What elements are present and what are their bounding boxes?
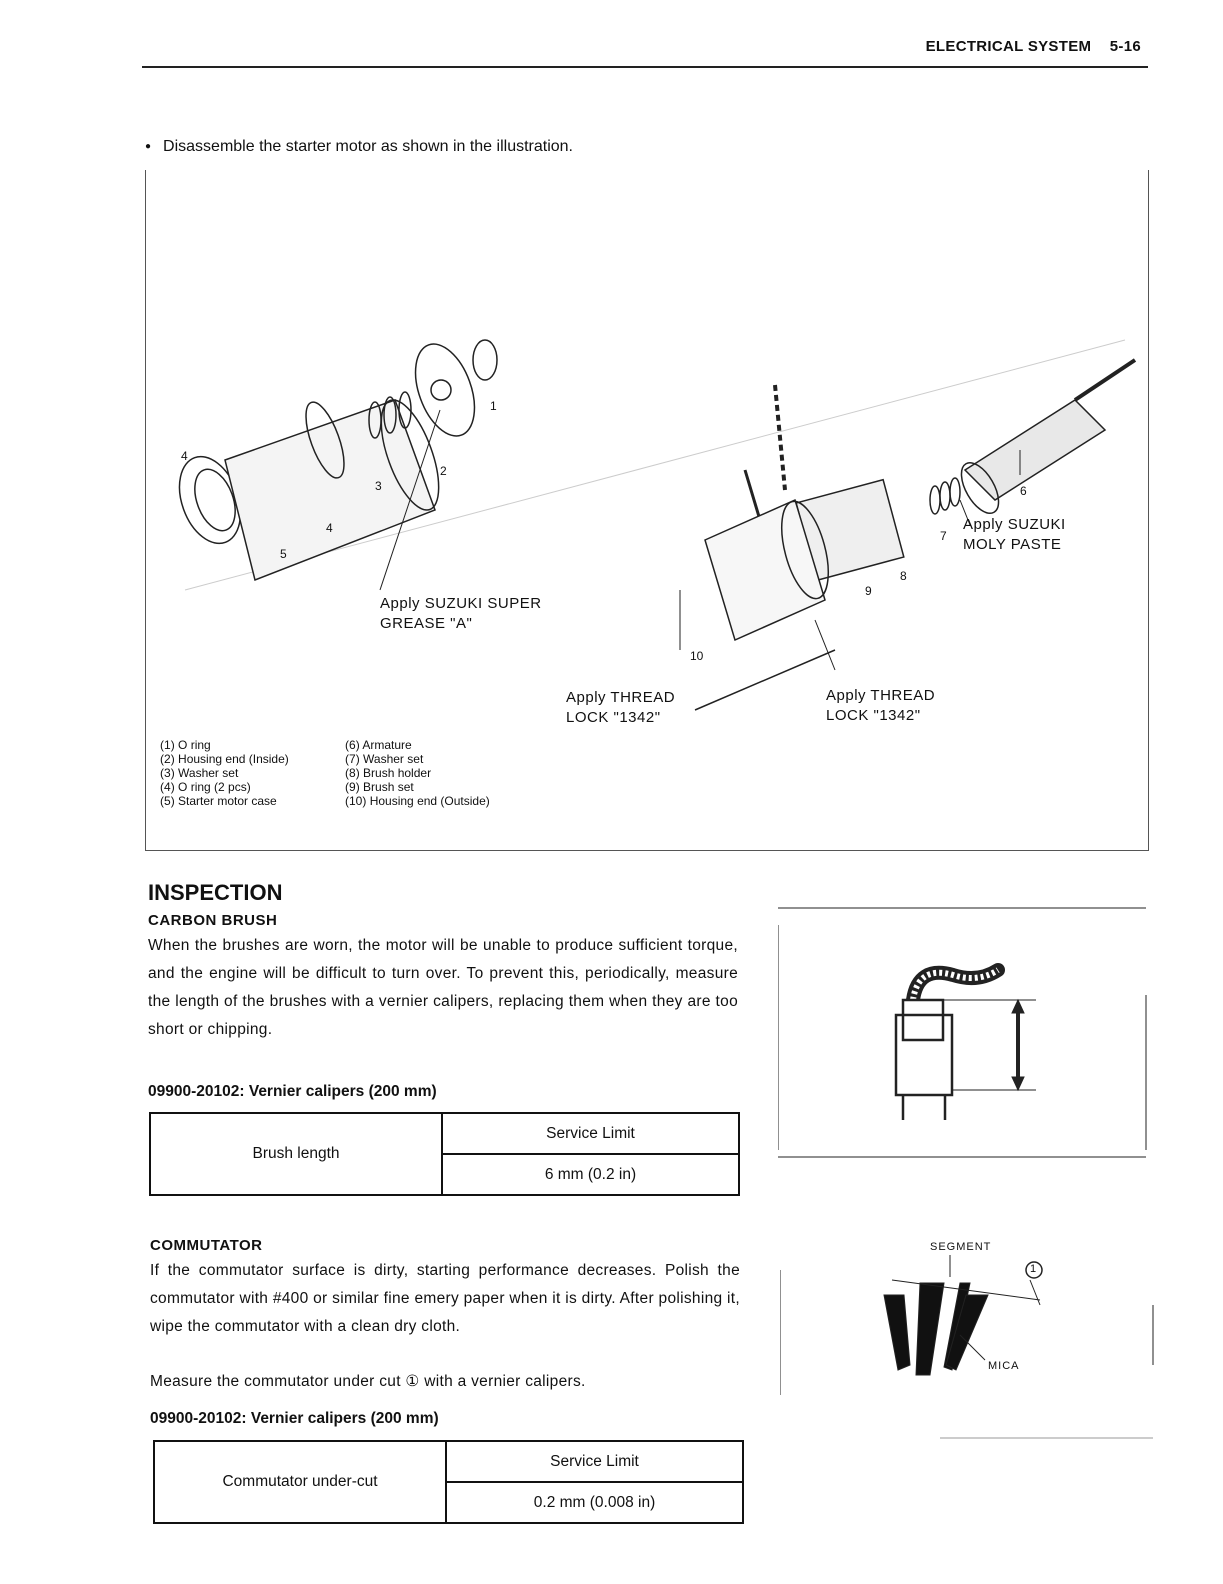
service-limit-header: Service Limit <box>442 1113 739 1154</box>
part-number-label: 4 <box>181 449 188 463</box>
legend-item: (4) O ring (2 pcs) <box>160 780 251 794</box>
legend-item: (6) Armature <box>345 738 412 752</box>
part-number-label: 9 <box>865 584 872 598</box>
part-number-label: 10 <box>690 649 704 663</box>
parts-legend-left <box>160 738 289 808</box>
commutator-undercut-limit: 0.2 mm (0.008 in) <box>446 1482 743 1523</box>
legend-item: (9) Brush set <box>345 780 414 794</box>
intro-bullet: ● Disassemble the starter motor as shown in the illustration. <box>145 138 573 156</box>
section-title: ELECTRICAL SYSTEM <box>925 38 1092 55</box>
callout-moly-paste: Apply SUZUKI MOLY PASTE <box>963 516 1066 553</box>
legend-item: (3) Washer set <box>160 766 239 780</box>
commutator-diagram <box>780 1225 1155 1440</box>
parts-legend-right <box>345 738 490 808</box>
commutator-undercut-label: Commutator under-cut <box>154 1441 446 1523</box>
mica-label: MICA <box>988 1360 1020 1372</box>
commutator-paragraph: If the commutator surface is dirty, starting performance decreases. Polish the commutator with #400 or similar fine emery paper when it is dirty. After polishing it, wipe the commutator with a clean dry cloth. <box>150 1262 740 1335</box>
callout-thread-lock-left: Apply THREAD LOCK "1342" <box>566 689 676 726</box>
starter-motor-exploded-diagram <box>145 170 1147 850</box>
brush-length-label: Brush length <box>150 1113 442 1195</box>
legend-item: (10) Housing end (Outside) <box>345 794 490 808</box>
header-rule <box>142 66 1148 68</box>
commutator-tool: 09900-20102: Vernier calipers (200 mm) <box>150 1410 439 1427</box>
page-header <box>926 38 1141 55</box>
segment-label: SEGMENT <box>930 1241 992 1253</box>
commutator-undercut-table <box>153 1440 744 1524</box>
part-number-label: 1 <box>490 399 497 413</box>
part-number-label: 3 <box>375 479 382 493</box>
part-number-label: 2 <box>440 464 447 478</box>
part-number-label: 8 <box>900 569 907 583</box>
inspection-heading: INSPECTION <box>148 880 283 905</box>
carbon-brush-paragraph: When the brushes are worn, the motor will be unable to produce sufficient torque, and the engine will be difficult to turn over. To prevent this, periodically, measure the length of the brushes with a vernier calipers, replacing them when they are too short or chipping. <box>148 937 738 1038</box>
part-number-label: 7 <box>940 529 947 543</box>
carbon-brush-heading: CARBON BRUSH <box>148 912 278 929</box>
callout-super-grease: Apply SUZUKI SUPER GREASE "A" <box>380 595 542 632</box>
legend-item: (8) Brush holder <box>345 766 432 780</box>
part-number-label: 5 <box>280 547 287 561</box>
part-number-label: 4 <box>326 521 333 535</box>
undercut-marker: 1 <box>1030 1263 1037 1275</box>
commutator-heading: COMMUTATOR <box>150 1237 263 1254</box>
legend-item: (7) Washer set <box>345 752 424 766</box>
legend-item: (2) Housing end (Inside) <box>160 752 289 766</box>
commutator-measure-text: Measure the commutator under cut ① with a vernier calipers. <box>150 1373 586 1390</box>
legend-item: (5) Starter motor case <box>160 794 277 808</box>
carbon-brush-tool: 09900-20102: Vernier calipers (200 mm) <box>148 1083 437 1100</box>
page-number: 5-16 <box>1109 38 1141 55</box>
legend-item: (1) O ring <box>160 738 211 752</box>
brush-length-limit: 6 mm (0.2 in) <box>442 1154 739 1195</box>
part-number-label: 6 <box>1020 484 1027 498</box>
brush-length-table <box>149 1112 740 1196</box>
brush-length-diagram <box>778 905 1148 1195</box>
service-limit-header: Service Limit <box>446 1441 743 1482</box>
commutator-segment-drawing <box>780 1225 1155 1440</box>
callout-thread-lock-right: Apply THREAD LOCK "1342" <box>826 687 936 724</box>
